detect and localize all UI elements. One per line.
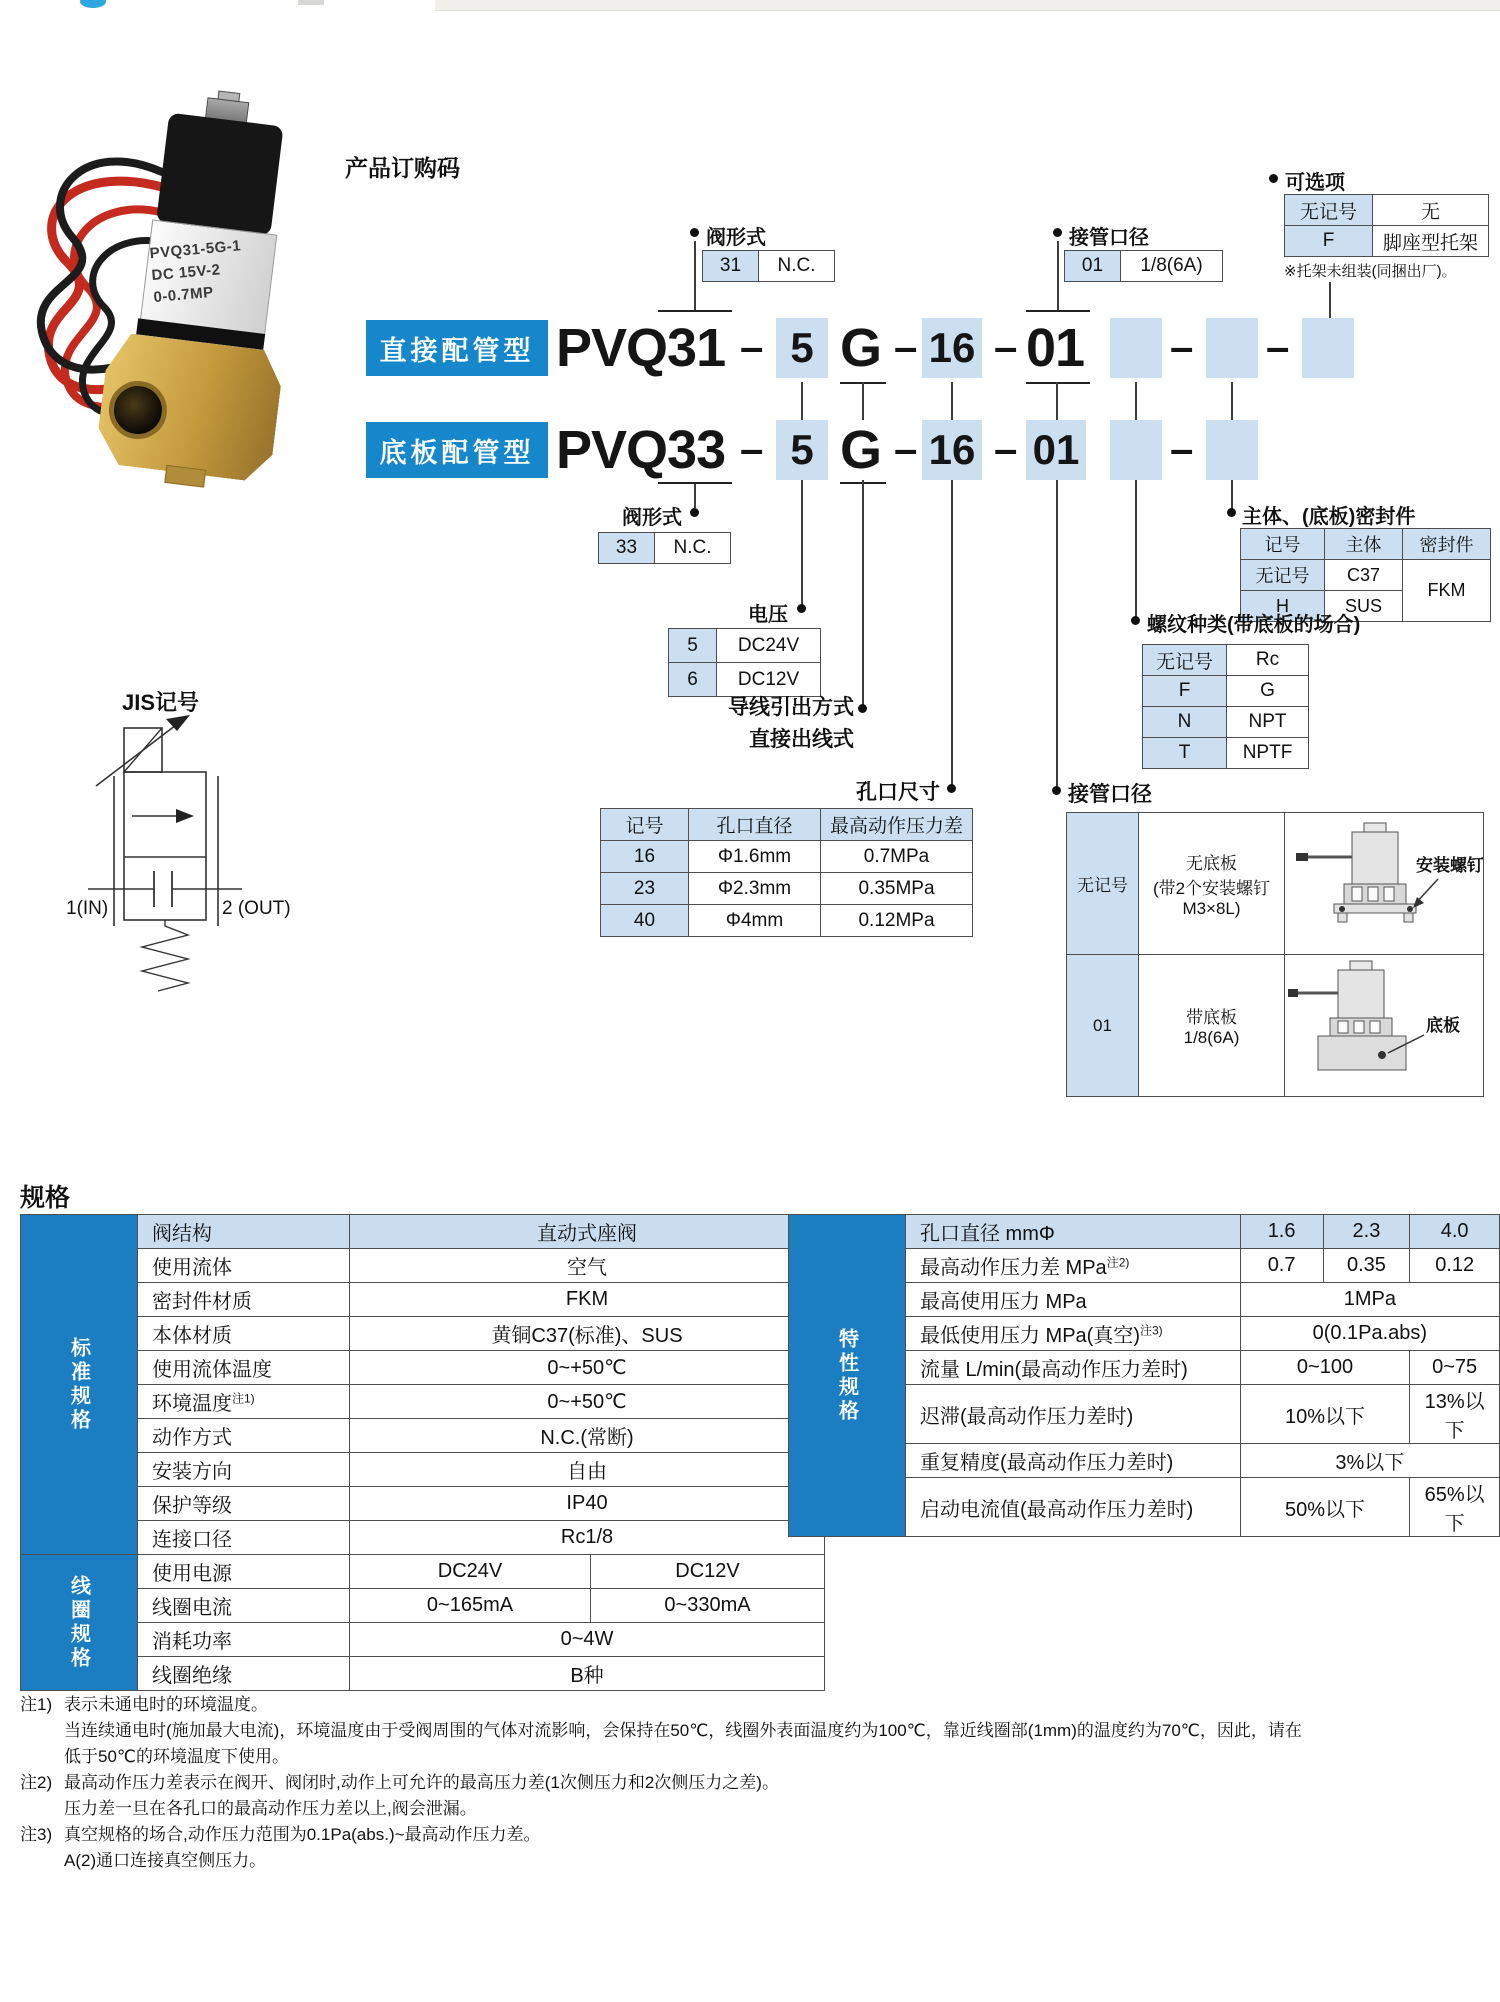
seal-label: 主体、(底板)密封件 bbox=[1242, 506, 1416, 528]
sl-r1-v: 直动式座阀 bbox=[350, 1215, 825, 1249]
leadwire-line1: 导线引出方式 bbox=[728, 696, 854, 719]
valve-label-line2: DC 15V-2 bbox=[150, 261, 222, 285]
line-rows-orifice bbox=[951, 382, 953, 420]
band-coil: 线圈规格 bbox=[21, 1555, 138, 1691]
orifice-r3c2: Φ4mm bbox=[689, 905, 821, 937]
orifice-r2c3: 0.35MPa bbox=[821, 873, 973, 905]
orifice-r3c1: 40 bbox=[601, 905, 689, 937]
line-rows-voltage bbox=[801, 382, 803, 420]
bullet-orifice bbox=[947, 784, 956, 793]
sr-r5-v12: 0~100 bbox=[1240, 1351, 1410, 1385]
sl-r12-v2: 0~330mA bbox=[591, 1589, 825, 1623]
voltage-code-5: 5 bbox=[669, 629, 717, 663]
orifice-r1c2: Φ1.6mm bbox=[689, 841, 821, 873]
thread-label: 螺纹种类(带底板的场合) bbox=[1147, 614, 1361, 636]
portbottom-code-01: 01 bbox=[1067, 955, 1139, 1097]
sl-r12-l: 线圈电流 bbox=[138, 1589, 350, 1623]
line-thread bbox=[1135, 480, 1137, 618]
dash: – bbox=[1266, 323, 1290, 370]
thread-r4c2: NPTF bbox=[1227, 738, 1309, 769]
voltage-code-6: 6 bbox=[669, 663, 717, 697]
sr-r7-l: 重复精度(最高动作压力差时) bbox=[906, 1444, 1241, 1478]
code-box-voltage-1: 5 bbox=[776, 318, 828, 378]
bullet-voltage bbox=[797, 604, 806, 613]
pb-none-d3: M3×8L) bbox=[1182, 898, 1241, 918]
orifice-h3: 最高动作压力差 bbox=[821, 809, 973, 841]
orifice-r2c2: Φ2.3mm bbox=[689, 873, 821, 905]
jis-port-in-label: 1(IN) bbox=[66, 898, 109, 919]
line-valvetype2 bbox=[694, 484, 696, 508]
jis-port-out-label: 2 (OUT) bbox=[222, 898, 291, 919]
sl-r10-l: 连接口径 bbox=[138, 1521, 350, 1555]
sr-r6-v12: 10%以下 bbox=[1240, 1385, 1410, 1444]
portbottom-desc-01 bbox=[1139, 955, 1285, 1097]
sr-r1-l: 孔口直径 mmΦ bbox=[906, 1215, 1241, 1249]
options-code-none: 无记号 bbox=[1285, 195, 1373, 226]
sl-r4-l: 本体材质 bbox=[138, 1317, 350, 1351]
sl-r6-l: 环境温度$^{注1)}$ bbox=[138, 1385, 350, 1419]
note3-line1: 注3) 真空规格的场合,动作压力范围为0.1Pa(abs.)~最高动作压力差。 bbox=[20, 1825, 541, 1844]
code-box-blank1-2 bbox=[1110, 420, 1162, 480]
valvetype2-table bbox=[598, 532, 731, 564]
valvetype2-code: 33 bbox=[599, 533, 655, 564]
thread-r2c1: F bbox=[1143, 676, 1227, 707]
seal-r1c2: C37 bbox=[1325, 560, 1403, 591]
top-logo-fragment bbox=[80, 0, 106, 8]
jis-title: JIS记号 bbox=[122, 690, 200, 715]
thread-table bbox=[1142, 644, 1309, 769]
valvetype2-label: 阀形式 bbox=[622, 507, 682, 529]
dash: – bbox=[740, 323, 764, 370]
sl-r10-v: Rc1/8 bbox=[350, 1521, 825, 1555]
valvetype1-label: 阀形式 bbox=[706, 227, 766, 249]
line-valvetype1 bbox=[694, 241, 696, 310]
line-leadwire bbox=[862, 480, 864, 706]
options-val-none: 无 bbox=[1373, 195, 1489, 226]
valve-port bbox=[106, 378, 171, 443]
line-rows-port bbox=[1056, 382, 1058, 420]
line-seal bbox=[1231, 480, 1233, 510]
code-box-port-2: 01 bbox=[1026, 420, 1086, 480]
valvetype2-value: N.C. bbox=[655, 533, 731, 564]
sl-r13-l: 消耗功率 bbox=[138, 1623, 350, 1657]
line-orifice bbox=[951, 480, 953, 786]
thread-r2c2: G bbox=[1227, 676, 1309, 707]
voltage-table bbox=[668, 628, 821, 697]
portbottom-table bbox=[1066, 812, 1484, 1097]
sl-r9-v: IP40 bbox=[350, 1487, 825, 1521]
tick-over-31 bbox=[658, 310, 732, 312]
seal-r2c1: H bbox=[1241, 591, 1325, 622]
bullet-porttop bbox=[1053, 228, 1062, 237]
sr-r3-v: 1MPa bbox=[1240, 1283, 1499, 1317]
sl-r4-v: 黄铜C37(标准)、SUS bbox=[350, 1317, 825, 1351]
sr-r4-l: 最低使用压力 MPa(真空)$^{注3)}$ bbox=[906, 1317, 1241, 1351]
pb-none-d2: (带2个安装螺钉 bbox=[1152, 878, 1271, 898]
pb-none-d1: 无底板 bbox=[1186, 853, 1237, 873]
dash: – bbox=[1170, 425, 1194, 472]
code-box-voltage-2: 5 bbox=[776, 420, 828, 480]
portbottom-img-none bbox=[1285, 813, 1484, 955]
portbottom-img-01 bbox=[1285, 955, 1484, 1097]
bullet-valvetype2 bbox=[690, 508, 699, 517]
sr-r8-v3: 65%以下 bbox=[1410, 1478, 1500, 1537]
sr-r2-v2: 0.35 bbox=[1323, 1249, 1410, 1283]
portbottom-desc-none bbox=[1139, 813, 1285, 955]
seal-r2c2: SUS bbox=[1325, 591, 1403, 622]
valve-label bbox=[140, 219, 277, 336]
thread-r1c1: 无记号 bbox=[1143, 645, 1227, 676]
bullet-seal bbox=[1227, 508, 1236, 517]
porttop-value: 1/8(6A) bbox=[1121, 251, 1223, 282]
sr-r1-v3: 4.0 bbox=[1410, 1215, 1500, 1249]
portbottom-label: 接管口径 bbox=[1068, 783, 1152, 806]
note2-line2: 压力差一旦在各孔口的最高动作压力差以上,阀会泄漏。 bbox=[64, 1799, 477, 1818]
code-box-orifice-2: 16 bbox=[922, 420, 982, 480]
seal-h3: 密封件 bbox=[1403, 529, 1491, 560]
spec-title: 规格 bbox=[20, 1184, 71, 1212]
orifice-h2: 孔口直径 bbox=[689, 809, 821, 841]
thread-r1c2: Rc bbox=[1227, 645, 1309, 676]
bullet-valvetype1 bbox=[690, 228, 699, 237]
orifice-r1c1: 16 bbox=[601, 841, 689, 873]
valvetype1-value: N.C. bbox=[759, 251, 835, 282]
code-box-blank1-1 bbox=[1110, 318, 1162, 378]
sr-r1-v1: 1.6 bbox=[1240, 1215, 1323, 1249]
pb-01-d2: 1/8(6A) bbox=[1183, 1028, 1240, 1047]
sl-r5-v: 0~+50℃ bbox=[350, 1351, 825, 1385]
seal-span: FKM bbox=[1403, 560, 1491, 622]
options-table bbox=[1284, 194, 1489, 257]
code-wire-1: G bbox=[840, 318, 882, 378]
line-rows-blank1 bbox=[1135, 382, 1137, 420]
sl-r2-v: 空气 bbox=[350, 1249, 825, 1283]
valvetype1-code: 31 bbox=[703, 251, 759, 282]
sl-r6-v: 0~+50℃ bbox=[350, 1385, 825, 1419]
dash: – bbox=[894, 425, 918, 472]
note1-line3: 低于50℃的环境温度下使用。 bbox=[64, 1747, 290, 1766]
top-strip bbox=[435, 0, 1500, 11]
product-photo bbox=[12, 92, 327, 487]
seal-h1: 记号 bbox=[1241, 529, 1325, 560]
options-val-f: 脚座型托架 bbox=[1373, 226, 1489, 257]
porttop-label: 接管口径 bbox=[1069, 227, 1149, 249]
sl-r12-v1: 0~165mA bbox=[350, 1589, 591, 1623]
thread-r3c1: N bbox=[1143, 707, 1227, 738]
voltage-val-24: DC24V bbox=[717, 629, 821, 663]
type-label-base: 底板配管型 bbox=[366, 422, 548, 478]
band-standard: 标准规格 bbox=[21, 1215, 138, 1555]
code-box-option-1 bbox=[1302, 318, 1354, 378]
orifice-label: 孔口尺寸 bbox=[856, 781, 940, 804]
voltage-val-12: DC12V bbox=[717, 663, 821, 697]
model-pvq33: PVQ33 bbox=[556, 420, 726, 480]
top-fragment bbox=[298, 0, 324, 5]
bullet-portbottom bbox=[1052, 786, 1061, 795]
sr-r2-v3: 0.12 bbox=[1410, 1249, 1500, 1283]
model-pvq31: PVQ31 bbox=[556, 318, 726, 378]
sr-r8-v12: 50%以下 bbox=[1240, 1478, 1410, 1537]
sl-r11-l: 使用电源 bbox=[138, 1555, 350, 1589]
dash: – bbox=[994, 425, 1018, 472]
sl-r9-l: 保护等级 bbox=[138, 1487, 350, 1521]
code-wire-2: G bbox=[840, 420, 882, 480]
mounting-screw-label: 安装螺钉 bbox=[1415, 856, 1483, 875]
valve-label-line1: PVQ31-5G-1 bbox=[148, 237, 242, 263]
sr-r6-v3: 13%以下 bbox=[1410, 1385, 1500, 1444]
line-options bbox=[1329, 282, 1331, 318]
sr-r7-v: 3%以下 bbox=[1240, 1444, 1499, 1478]
sl-r14-l: 线圈绝缘 bbox=[138, 1657, 350, 1691]
orifice-r1c3: 0.7MPa bbox=[821, 841, 973, 873]
sr-r6-l: 迟滞(最高动作压力差时) bbox=[906, 1385, 1241, 1444]
sr-r5-v3: 0~75 bbox=[1410, 1351, 1500, 1385]
leadwire-label bbox=[688, 692, 854, 756]
pb-01-d1: 带底板 bbox=[1186, 1008, 1237, 1027]
code-box-blank2-1 bbox=[1206, 318, 1258, 378]
dash: – bbox=[894, 323, 918, 370]
dash: – bbox=[740, 425, 764, 472]
thread-r3c2: NPT bbox=[1227, 707, 1309, 738]
orifice-table bbox=[600, 808, 973, 937]
sl-r14-v: B种 bbox=[350, 1657, 825, 1691]
code-port-1: 01 bbox=[1026, 318, 1085, 378]
valvetype1-table bbox=[702, 250, 835, 282]
sr-r1-v2: 2.3 bbox=[1323, 1215, 1410, 1249]
note1-line2: 当连续通电时(施加最大电流)，环境温度由于受阀周围的气体对流影响，会保持在50℃，线圈外表面温度约为100℃，靠近线圈部(1mm)的温度约为70℃，因此，请在 bbox=[64, 1721, 1302, 1740]
line-rows-wire bbox=[862, 382, 864, 420]
sl-r7-v: N.C.(常断) bbox=[350, 1419, 825, 1453]
code-box-orifice-1: 16 bbox=[922, 318, 982, 378]
sub-base-label: 底板 bbox=[1425, 1016, 1460, 1035]
valve-body bbox=[94, 331, 285, 483]
footnotes bbox=[20, 1692, 1485, 1874]
sr-r3-l: 最高使用压力 MPa bbox=[906, 1283, 1241, 1317]
tick-over-01 bbox=[1026, 310, 1090, 312]
sl-r3-v: FKM bbox=[350, 1283, 825, 1317]
orifice-h1: 记号 bbox=[601, 809, 689, 841]
sl-r8-v: 自由 bbox=[350, 1453, 825, 1487]
sr-r8-l: 启动电流值(最高动作压力差时) bbox=[906, 1478, 1241, 1537]
porttop-table bbox=[1064, 250, 1223, 282]
sl-r7-l: 动作方式 bbox=[138, 1419, 350, 1453]
sl-r11-v1: DC24V bbox=[350, 1555, 591, 1589]
order-code-title: 产品订购码 bbox=[345, 155, 460, 181]
tick-under-01 bbox=[1026, 382, 1090, 384]
seal-h2: 主体 bbox=[1325, 529, 1403, 560]
sr-r2-l: 最高动作压力差 MPa$^{注2)}$ bbox=[906, 1249, 1241, 1283]
sl-r3-l: 密封件材质 bbox=[138, 1283, 350, 1317]
line-porttop bbox=[1057, 241, 1059, 310]
type-label-direct: 直接配管型 bbox=[366, 320, 548, 376]
thread-r4c1: T bbox=[1143, 738, 1227, 769]
seal-r1c1: 无记号 bbox=[1241, 560, 1325, 591]
line-portbottom bbox=[1056, 480, 1058, 788]
note2-line1: 注2) 最高动作压力差表示在阀开、阀闭时,动作上可允许的最高压力差(1次侧压力和2次侧压力之差)。 bbox=[20, 1773, 779, 1792]
note1-line1: 注1) 表示未通电时的环境温度。 bbox=[20, 1695, 268, 1714]
valve-label-line3: 0-0.7MP bbox=[152, 283, 215, 307]
leadwire-line2: 直接出线式 bbox=[749, 728, 854, 751]
valve-no-base-image bbox=[1286, 813, 1483, 949]
options-label: 可选项 bbox=[1285, 172, 1345, 194]
spec-table-characteristics bbox=[788, 1214, 1500, 1537]
options-code-f: F bbox=[1285, 226, 1373, 257]
sl-r11-v2: DC12V bbox=[591, 1555, 825, 1589]
sl-r2-l: 使用流体 bbox=[138, 1249, 350, 1283]
bullet-options bbox=[1269, 174, 1278, 183]
portbottom-code-none: 无记号 bbox=[1067, 813, 1139, 955]
dash: – bbox=[994, 323, 1018, 370]
sr-r5-l: 流量 L/min(最高动作压力差时) bbox=[906, 1351, 1241, 1385]
valve-coil bbox=[156, 113, 284, 236]
sr-r2-v1: 0.7 bbox=[1240, 1249, 1323, 1283]
sl-r1-l: 阀结构 bbox=[138, 1215, 350, 1249]
orifice-r2c1: 23 bbox=[601, 873, 689, 905]
spec-table-standard bbox=[20, 1214, 825, 1691]
band-characteristics: 特性规格 bbox=[789, 1215, 906, 1537]
line-rows-blank2 bbox=[1231, 382, 1233, 420]
voltage-label: 电压 bbox=[748, 604, 788, 626]
bullet-thread bbox=[1131, 616, 1140, 625]
valve-with-base-image bbox=[1286, 955, 1483, 1091]
options-note: ※托架未组装(同捆出厂)。 bbox=[1284, 263, 1457, 280]
sl-r8-l: 安装方向 bbox=[138, 1453, 350, 1487]
note3-line2: A(2)通口连接真空侧压力。 bbox=[64, 1851, 267, 1870]
porttop-code: 01 bbox=[1065, 251, 1121, 282]
sl-r13-v: 0~4W bbox=[350, 1623, 825, 1657]
sr-r4-v: 0(0.1Pa.abs) bbox=[1240, 1317, 1499, 1351]
orifice-r3c3: 0.12MPa bbox=[821, 905, 973, 937]
dash: – bbox=[1170, 323, 1194, 370]
jis-symbol bbox=[66, 714, 316, 1004]
bullet-leadwire bbox=[858, 704, 867, 713]
code-box-blank2-2 bbox=[1206, 420, 1258, 480]
line-voltage bbox=[801, 480, 803, 606]
sl-r5-l: 使用流体温度 bbox=[138, 1351, 350, 1385]
